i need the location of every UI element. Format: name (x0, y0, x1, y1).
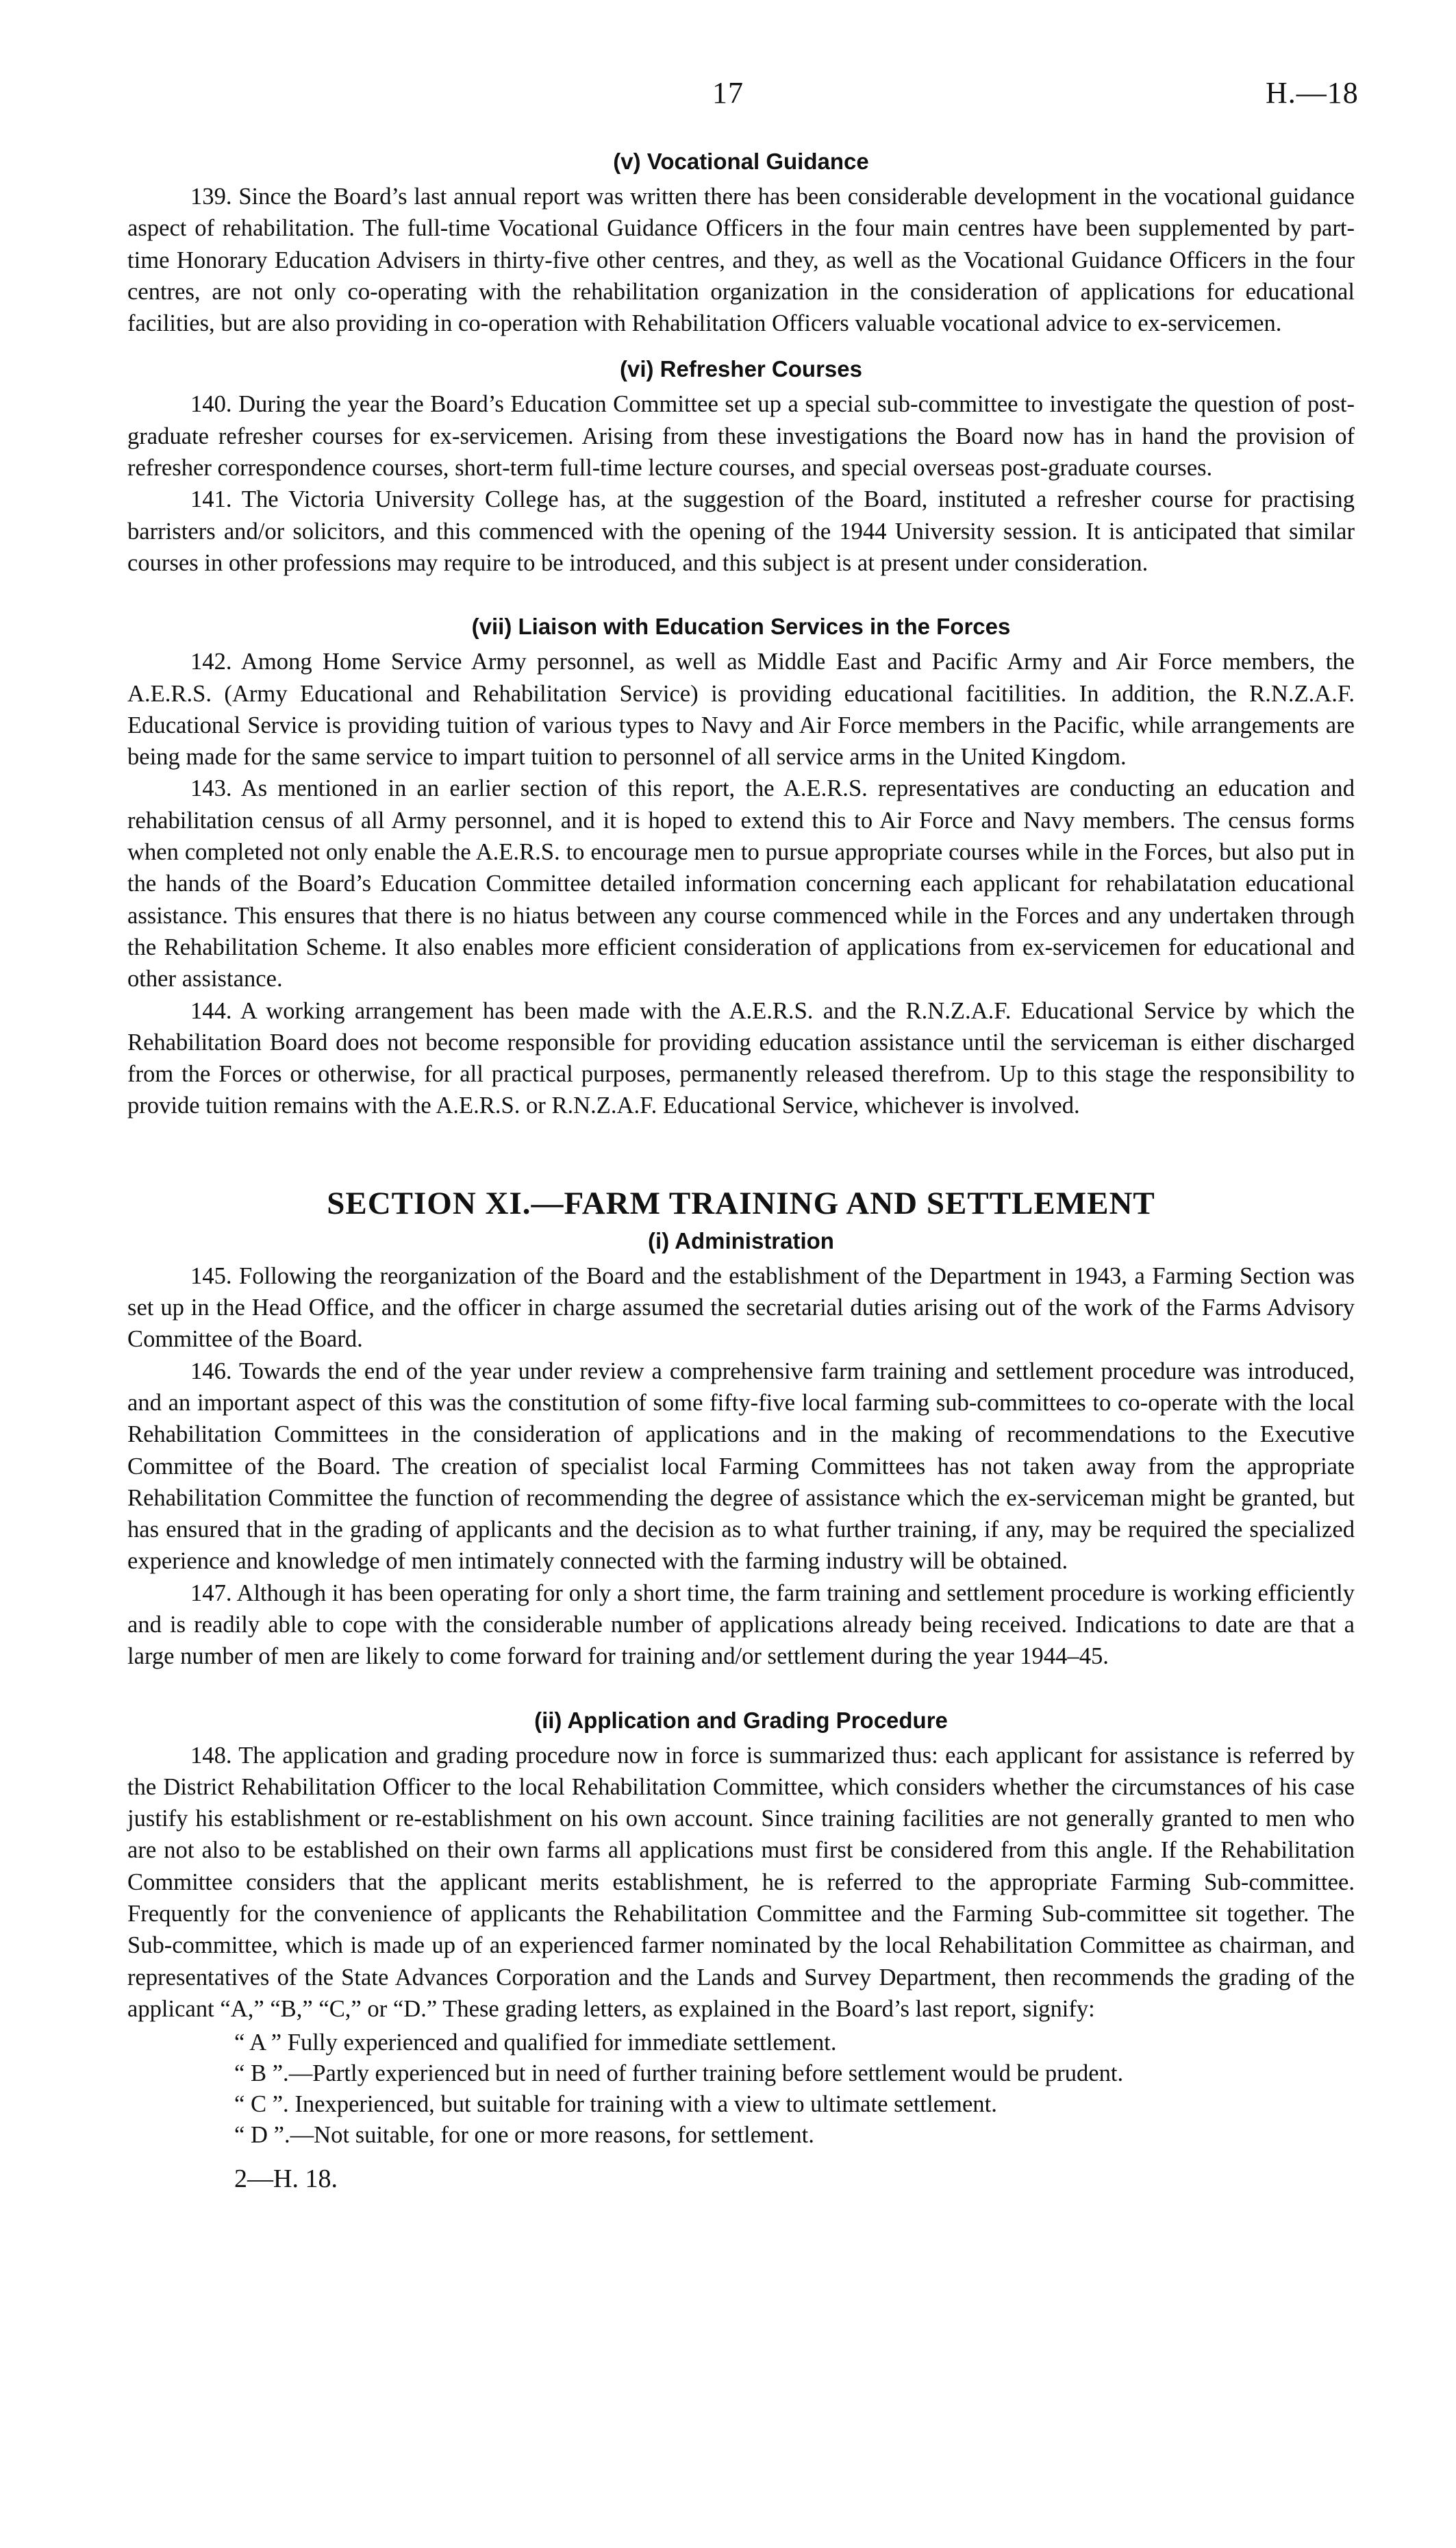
heading-refresher-courses: (vi) Refresher Courses (620, 356, 862, 382)
heading-application-grading: (ii) Application and Grading Procedure (534, 1707, 948, 1733)
grade-d: “ D ”.—Not suitable, for one or more reasons, for settlement. (234, 2122, 814, 2149)
heading-liaison-education-services: (vii) Liaison with Education Services in the Forces (471, 614, 1011, 640)
heading-administration: (i) Administration (648, 1227, 834, 1253)
grade-a: “ A ” Fully experienced and qualified for immediate settlement. (234, 2029, 837, 2056)
paragraph-147: 147. Although it has been operating for only a short time, the farm training and settlement procedure is working efficiently and is readily able to cope with the considerable number of applications already being received. Indications to date are that a large number of men are likely to come forward for training and/or settlement during the year 1944–45. (127, 1579, 1355, 1670)
page-number: 17 (712, 76, 744, 110)
signature-mark: 2—H. 18. (234, 2164, 338, 2194)
section-xi-title: SECTION XI.—FARM TRAINING AND SETTLEMENT (327, 1185, 1155, 1221)
report-body (127, 144, 1355, 2195)
paragraph-146: 146. Towards the end of the year under review a comprehensive farm training and settlement procedure was introduced, and an important aspect of this was the constitution of some fifty-five local farming sub-committees to co-operate with the local Rehabilitation Committees in the consideration of applications and in the making of recommendations to the Executive Committee of the Board. The creation of specialist local Farming Committees has not taken away from the appropriate Rehabilitation Committee the function of recommending the degree of assistance which the ex-serviceman might be granted, but has ensured that in the grading of applicants and the decision as to what further training, if any, may be required the specialized experience and knowledge of men intimately connected with the farming industry will be obtained. (127, 1358, 1355, 1575)
paragraph-143: 143. As mentioned in an earlier section of this report, the A.E.R.S. representatives are conducting an education and rehabilitation census of all Army personnel, and it is hoped to extend this to Air Force and Navy members. The census forms when completed not only enable the A.E.R.S. to encourage men to pursue appropriate courses while in the Forces, but also put in the hands of the Board’s Education Committee detailed information concerning each applicant for rehabilatation educational assistance. This ensures that there is no hiatus between any course commenced while in the Forces and any undertaken through the Rehabilitation Scheme. It also enables more efficient consideration of applications from ex-servicemen for educational and other assistance. (127, 775, 1355, 992)
heading-vocational-guidance: (v) Vocational Guidance (613, 149, 869, 174)
grade-b: “ B ”.—Partly experienced but in need of further training before settlement would be prudent. (234, 2060, 1124, 2087)
paragraph-142: 142. Among Home Service Army personnel, as well as Middle East and Pacific Army and Air Force members, the A.E.R.S. (Army Educational and Rehabilitation Service) is providing educational facitilities. In addition, the R.N.Z.A.F. Educational Service is providing tuition of various types to Navy and Air Force members in the Pacific, while arrangements are being made for the same service to impart tuition to personnel of all service arms in the United Kingdom. (127, 649, 1355, 771)
paragraph-141: 141. The Victoria University College has, at the suggestion of the Board, instituted a refresher course for practising barristers and/or solicitors, and this commenced with the opening of the 1944 University session. It is anticipated that similar courses in other professions may require to be introduced, and this subject is at present under consideration. (127, 486, 1355, 576)
document-reference: H.—18 (1266, 76, 1359, 110)
paragraph-139: 139. Since the Board’s last annual report was written there has been considerable development in the vocational guidance aspect of rehabilitation. The full-time Vocational Guidance Officers in the four main centres have been supplemented by part-time Honorary Education Advisers in thirty-five other centres, and they, as well as the Vocational Guidance Officers in the four centres, are not only co-operating with the rehabilitation organization in the consideration of applications for educational facilities, but are also providing in co-operation with Rehabilitation Officers valuable vocational advice to ex-servicemen. (127, 184, 1355, 337)
paragraph-144: 144. A working arrangement has been made with the A.E.R.S. and the R.N.Z.A.F. Educational Service by which the Rehabilitation Board does not become responsible for providing education assistance until the serviceman is either discharged from the Forces or otherwise, for all practical purposes, permanently released therefrom. Up to this stage the responsibility to provide tuition remains with the A.E.R.S. or R.N.Z.A.F. Educational Service, whichever is involved. (127, 997, 1355, 1119)
paragraph-148: 148. The application and grading procedure now in force is summarized thus: each applicant for assistance is referred by the District Rehabilitation Officer to the local Rehabilitation Committee, which considers whether the circumstances of his case justify his establishment or re-establishment on his own account. Since training facilities are not generally granted to men who are not also to be established on their own farms all applications must first be considered from this angle. If the Rehabilitation Committee considers that the applicant merits establishment, he is referred to the appropriate Farming Sub-committee. Frequently for the convenience of applicants the Rehabilitation Committee and the Farming Sub-committee sit together. The Sub-committee, which is made up of an experienced farmer nominated by the local Rehabilitation Committee as chairman, and representatives of the State Advances Corporation and the Lands and Survey Department, then recommends the grading of the applicant “A,” “B,” “C,” or “D.” These grading letters, as explained in the Board’s last report, signify: (127, 1742, 1355, 2022)
grading-list (127, 2027, 1355, 2151)
paragraph-140: 140. During the year the Board’s Education Committee set up a special sub-committee to investigate the question of post-graduate refresher courses for ex-servicemen. Arising from these investigations the Board now has in hand the provision of refresher correspondence courses, short-term full-time lecture courses, and special overseas post-graduate courses. (127, 391, 1355, 482)
paragraph-145: 145. Following the reorganization of the Board and the establishment of the Department in 1943, a Farming Section was set up in the Head Office, and the officer in charge assumed the secretarial duties arising out of the work of the Farms Advisory Committee of the Board. (127, 1262, 1355, 1353)
grade-c: “ C ”. Inexperienced, but suitable for training with a view to ultimate settlement. (234, 2091, 997, 2118)
